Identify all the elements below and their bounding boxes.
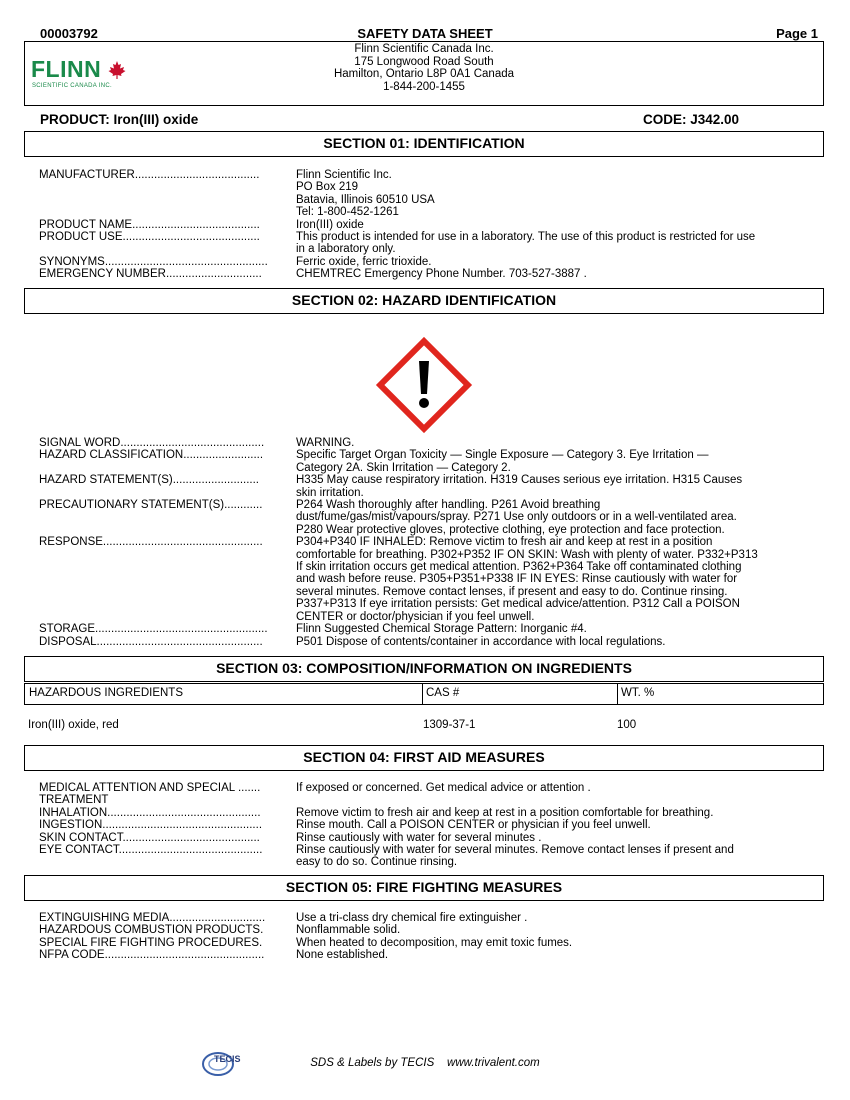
section-01-rows <box>39 169 809 281</box>
section-03-title: SECTION 03: COMPOSITION/INFORMATION ON INGREDIENTS <box>24 656 824 682</box>
product-name: PRODUCT: Iron(III) oxide <box>40 112 199 127</box>
field-value: Nonflammable solid. <box>296 924 401 937</box>
field-label: MANUFACTURER....................................... <box>39 169 260 181</box>
field-row <box>39 474 809 499</box>
field-row <box>39 924 809 936</box>
field-row <box>39 536 809 623</box>
field-label: PRODUCT NAME........................................ <box>39 218 260 231</box>
logo-subtext: SCIENTIFIC CANADA INC. <box>32 83 112 89</box>
field-value: Remove victim to fresh air and keep at rest in a position comfortable for breathing. <box>296 806 714 819</box>
document-title: SAFETY DATA SHEET <box>357 26 493 41</box>
field-label: DISPOSAL.................................................... <box>39 635 263 648</box>
field-row <box>39 636 809 648</box>
field-value: None established. <box>296 949 389 962</box>
field-row <box>39 819 809 831</box>
field-value: Flinn Suggested Chemical Storage Pattern: Inorganic #4. <box>296 623 587 636</box>
field-value: H335 May cause respiratory irritation. H319 Causes serious eye irritation. H315 Causes skin irritation. <box>296 474 743 499</box>
section-05-title: SECTION 05: FIRE FIGHTING MEASURES <box>24 875 824 901</box>
tecis-logo-text: TECIS <box>214 1054 241 1064</box>
field-row <box>39 623 809 635</box>
field-row <box>39 256 809 268</box>
ingredient-wt: 100 <box>617 719 637 731</box>
field-value: If exposed or concerned. Get medical advice or attention . <box>296 782 591 794</box>
footer-credits: SDS & Labels by TECIS www.trivalent.com <box>310 1057 540 1069</box>
field-row <box>39 832 809 844</box>
section-02-title: SECTION 02: HAZARD IDENTIFICATION <box>24 288 824 314</box>
field-value: Use a tri-class dry chemical fire extinguisher . <box>296 912 528 924</box>
field-label: NFPA CODE.................................................. <box>39 949 265 962</box>
field-row <box>39 844 809 869</box>
address-line: Hamilton, Ontario L8P 0A1 Canada <box>333 68 515 80</box>
field-row <box>39 437 809 449</box>
field-label: MEDICAL ATTENTION AND SPECIAL ....... TREATMENT <box>39 782 261 807</box>
field-row <box>39 231 809 256</box>
field-value: Ferric oxide, ferric trioxide. <box>296 255 432 268</box>
logo-text: FLINN <box>31 56 102 82</box>
field-label: HAZARDOUS COMBUSTION PRODUCTS. <box>39 924 264 937</box>
field-row <box>39 937 809 949</box>
column-divider <box>617 684 618 704</box>
field-row <box>39 782 809 807</box>
field-label: SIGNAL WORD............................................. <box>39 437 265 449</box>
field-value: P264 Wash thoroughly after handling. P261 Avoid breathing dust/fume/gas/mist/vapours/spray. P271 Use only outdoors or in a well-ventilated area. P280 Wear protective gloves, protective clothing, eye protection and face protection. <box>296 499 737 536</box>
field-label: RESPONSE.................................................. <box>39 536 263 549</box>
address-line: Flinn Scientific Canada Inc. <box>354 43 494 55</box>
column-header-wt: WT. % <box>621 687 655 699</box>
section-05-rows <box>39 912 809 962</box>
field-label: PRODUCT USE........................................... <box>39 231 260 244</box>
field-value: Rinse mouth. Call a POISON CENTER or physician if you feel unwell. <box>296 819 651 832</box>
field-value: Rinse cautiously with water for several minutes. Remove contact lenses if present and easy to do so. Continue rinsing. <box>296 844 734 869</box>
section-01-title: SECTION 01: IDENTIFICATION <box>24 131 824 157</box>
field-row <box>39 268 809 280</box>
section-04-title: SECTION 04: FIRST AID MEASURES <box>24 745 824 771</box>
ingredient-cas: 1309-37-1 <box>423 719 476 731</box>
field-label: INHALATION................................................ <box>39 806 261 819</box>
field-row <box>39 169 809 219</box>
field-row <box>39 219 809 231</box>
column-header-ingredients: HAZARDOUS INGREDIENTS <box>29 687 183 699</box>
field-value: CHEMTREC Emergency Phone Number. 703-527-3887 . <box>296 268 587 281</box>
field-label: EMERGENCY NUMBER.............................. <box>39 268 262 281</box>
field-row <box>39 499 809 536</box>
field-value: Specific Target Organ Toxicity — Single Exposure — Category 3. Eye Irritation — Category 2A. Skin Irritation — Category 2. <box>296 449 709 474</box>
address-line: 175 Longwood Road South <box>354 55 494 68</box>
field-label: HAZARD CLASSIFICATION......................... <box>39 449 264 462</box>
field-label: EXTINGUISHING MEDIA.............................. <box>39 912 266 924</box>
page-number: Page 1 <box>776 26 818 41</box>
field-label: SYNONYMS................................................... <box>39 255 268 268</box>
address-line: 1-844-200-1455 <box>383 80 465 93</box>
field-value: WARNING. <box>296 437 355 449</box>
document-id: 00003792 <box>40 26 98 41</box>
field-label: SKIN CONTACT........................................... <box>39 831 260 844</box>
field-label: STORAGE...................................................... <box>39 623 268 636</box>
company-address <box>25 43 823 93</box>
exclamation-mark-hazard-icon <box>373 334 475 436</box>
field-label: PRECAUTIONARY STATEMENT(S)............ <box>39 499 263 512</box>
field-value: Rinse cautiously with water for several minutes . <box>296 831 542 844</box>
ingredient-name: Iron(III) oxide, red <box>28 719 119 731</box>
field-label: INGESTION.................................................. <box>39 819 263 832</box>
product-code: CODE: J342.00 <box>643 112 740 127</box>
column-divider <box>422 684 423 704</box>
field-value: Flinn Scientific Inc. PO Box 219 Batavia, Illinois 60510 USA Tel: 1-800-452-1261 <box>296 169 435 219</box>
field-value: P501 Dispose of contents/container in accordance with local regulations. <box>296 635 666 648</box>
field-row <box>39 807 809 819</box>
field-value: P304+P340 IF INHALED: Remove victim to fresh air and keep at rest in a position comfortable for breathing. P302+P352 IF ON SKIN: Wash with plenty of water. P332+P313 If skin irritation occurs get medical attention. P362+P364 Take off contaminated clothing and wash before reuse. P305+P351+P338 IF IN EYES: Rinse cautiously with water for several minutes. Remove contact lenses, if present and easy to do. Continue rinsing. P337+P313 If eye irritation persists: Get medical advice/attention. P312 Call a POISON CENTER or doctor/physician if you feel unwell. <box>296 536 758 623</box>
field-label: SPECIAL FIRE FIGHTING PROCEDURES. <box>39 936 263 949</box>
header-box <box>24 41 824 106</box>
section-04-rows <box>39 782 809 869</box>
field-row <box>39 949 809 961</box>
field-row <box>39 449 809 474</box>
section-02-rows <box>39 437 809 648</box>
field-value: Iron(III) oxide <box>296 218 364 231</box>
field-row <box>39 912 809 924</box>
field-value: This product is intended for use in a laboratory. The use of this product is restricted for use in a laboratory only. <box>296 231 756 256</box>
column-header-cas: CAS # <box>426 687 460 699</box>
field-label: EYE CONTACT............................................. <box>39 844 263 857</box>
field-label: HAZARD STATEMENT(S)........................... <box>39 474 260 487</box>
ingredients-table-header <box>24 683 824 705</box>
field-value: When heated to decomposition, may emit toxic fumes. <box>296 936 573 949</box>
